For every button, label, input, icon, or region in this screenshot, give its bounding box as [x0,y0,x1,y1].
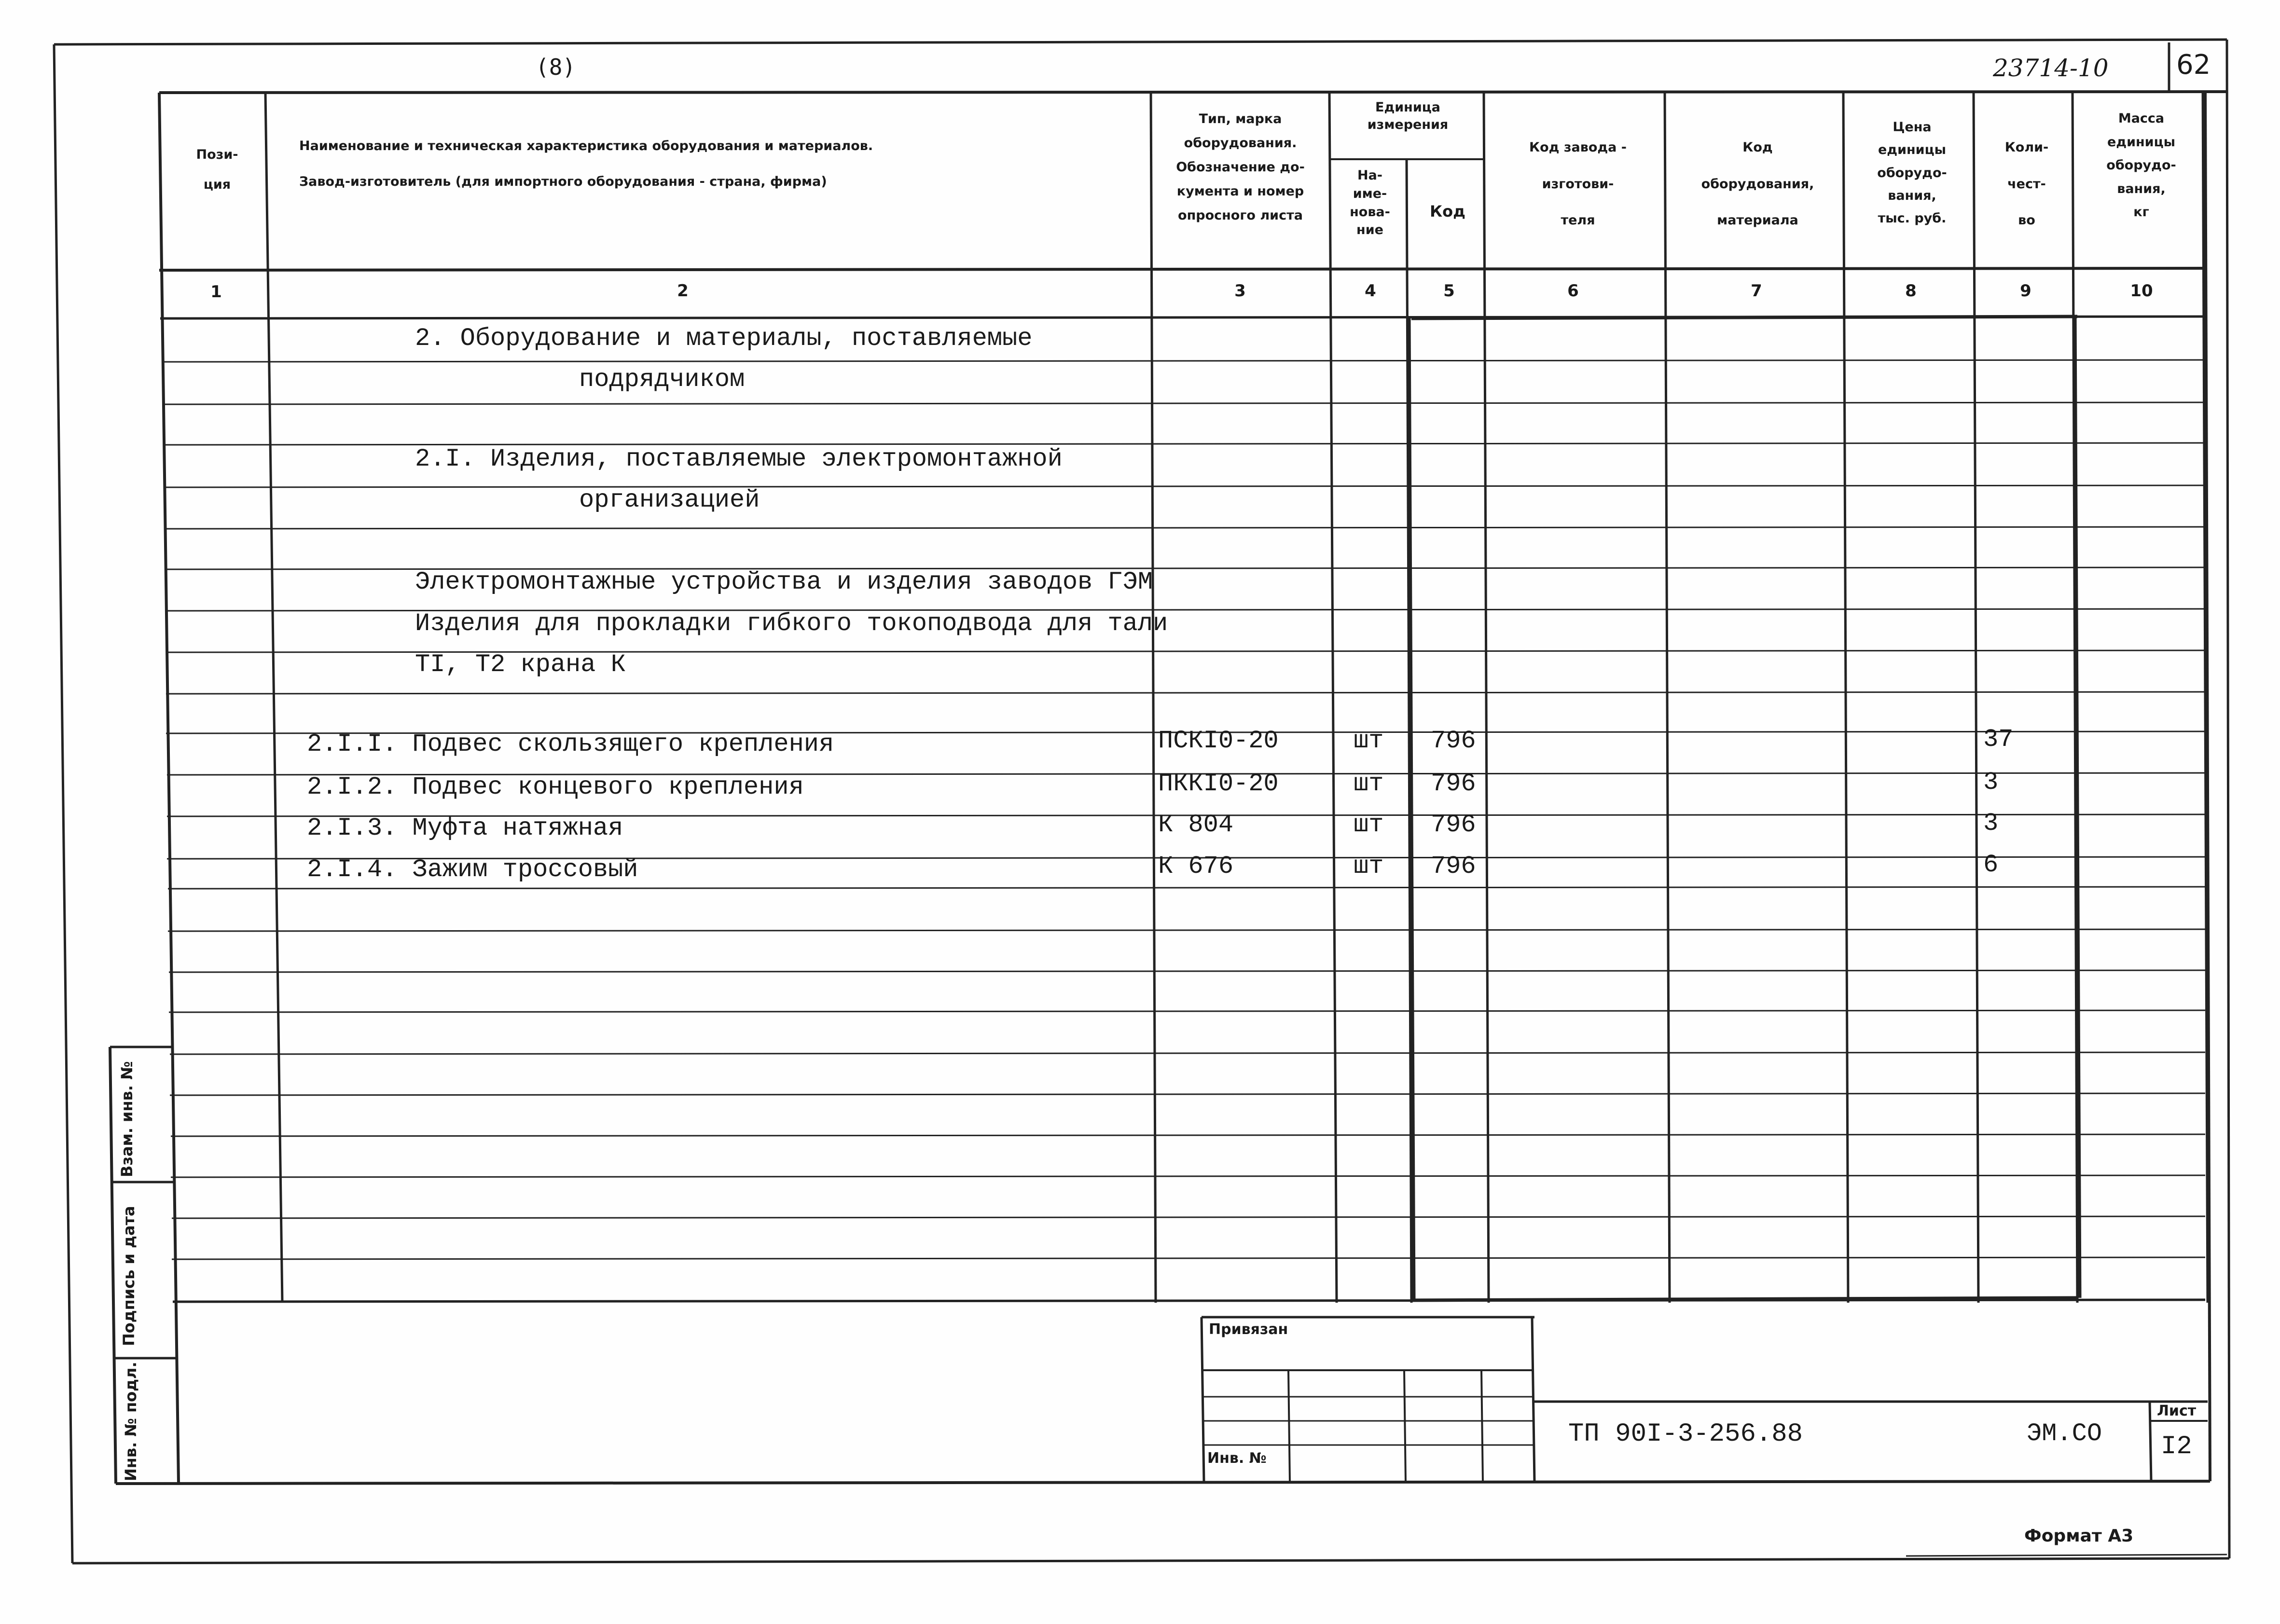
title-doc-code: ТП 90I-3-256.88 [1568,1419,1803,1449]
table-row [0,725,2280,769]
section-heading-2-1: 2.I. Изделия, поставляемые электромонтажной [415,445,1063,473]
header-col8-line3: оборудо- [1877,165,1947,180]
header-col3-line1: Тип, марка [1199,111,1282,126]
item-unit: шт [1354,770,1384,798]
header-col9-line1: Коли- [2004,140,2049,155]
item-qty: 6 [1983,851,1999,879]
item-qty: 37 [1983,725,2014,754]
item-unit: шт [1354,811,1384,839]
header-col7 [1670,129,1846,239]
header-col1 [174,145,261,195]
header-unit-line1: Единица [1375,100,1440,115]
header-col7-line1: Код [1742,140,1773,155]
stamp-vzam-inv: Взам. инв. № [118,1061,136,1177]
section-heading-2: 2. Оборудование и материалы, поставляемые [415,324,1033,353]
column-number-2: 2 [677,281,689,301]
table-row [0,809,2280,853]
archive-number: 23714-10 [1993,54,2109,82]
stamp-podpis-data: Подпись и дата [120,1206,138,1346]
title-privyazan: Привязан [1209,1321,1288,1338]
header-col8-line2: единицы [1878,142,1947,158]
column-number-6: 6 [1567,281,1579,301]
header-col4-line3: нова- [1350,204,1390,220]
section-heading-2-cont: подрядчиком [579,365,745,394]
header-col6-line3: теля [1561,213,1595,228]
item-name: 2.I.3. Муфта натяжная [307,814,623,842]
page-number: 62 [2176,49,2211,81]
header-col6-line1: Код завода - [1529,140,1627,155]
header-col4-line2: име- [1353,186,1387,201]
header-col3-line4: кумента и номер [1176,183,1304,199]
header-col10 [2077,107,2205,224]
stamp-inv-podl: Инв. № подл. [122,1362,140,1481]
item-name: 2.I.I. Подвес скользящего крепления [307,730,834,758]
item-type: К 804 [1158,811,1234,839]
header-col10-line2: единицы [2107,134,2176,150]
section-heading-2-1-cont: организацией [579,486,760,514]
header-col3-line5: опросного листа [1178,207,1303,223]
sheet-format: Формат А3 [2024,1526,2134,1546]
item-unit: шт [1354,852,1384,881]
subsection-gem: Электромонтажные устройства и изделия заводов ГЭМ [415,568,1153,596]
sheet-top-label: (8) [536,54,576,80]
header-col4-line4: ние [1356,222,1383,238]
item-unit: шт [1354,727,1384,755]
header-col10-line4: вания, [2117,181,2166,196]
header-col8-line5: тыс. руб. [1878,211,1947,226]
header-col1-line2: ция [203,177,231,192]
header-col9-line2: чест- [2007,176,2046,192]
header-col6 [1489,129,1667,239]
header-col8-line1: Цена [1893,120,1932,135]
table-row [0,851,2280,894]
header-col10-line1: Масса [2118,111,2165,126]
header-unit-group [1332,99,1484,134]
header-col3-line2: оборудования. [1184,135,1297,151]
header-col10-line3: оборудо- [2106,158,2176,173]
column-number-4: 4 [1365,281,1376,301]
title-sheet-label: Лист [2157,1403,2197,1419]
header-col9-line3: во [2018,213,2035,228]
header-col2-line2: Завод-изготовитель (для импортного оборудования - страна, фирма) [299,174,827,189]
column-number-10: 10 [2130,281,2153,301]
column-number-7: 7 [1751,281,1762,301]
item-type: ПСКІ0-20 [1158,727,1279,755]
header-col4 [1332,166,1408,239]
header-col8-line4: вания, [1888,188,1936,203]
item-type: ПККІ0-20 [1158,770,1279,798]
header-col2 [299,136,1023,192]
table-row [0,768,2280,812]
item-code: 796 [1431,727,1476,755]
column-number-9: 9 [2020,281,2031,301]
item-name: 2.I.2. Подвес концевого крепления [307,773,804,801]
column-number-3: 3 [1234,281,1246,301]
column-number-8: 8 [1905,281,1917,301]
header-col3 [1152,107,1328,228]
title-mark: ЭМ.СО [2027,1419,2102,1448]
header-col10-line5: кг [2133,205,2149,220]
item-code: 796 [1431,852,1476,881]
header-col7-line2: оборудования, [1701,176,1814,192]
item-type: К 676 [1158,852,1234,881]
header-col9 [1978,129,2075,239]
title-inv-no: Инв. № [1207,1450,1267,1467]
title-sheet-no: I2 [2161,1432,2192,1461]
item-qty: 3 [1983,768,1999,797]
header-col3-line3: Обозначение до- [1176,159,1305,175]
item-code: 796 [1431,770,1476,798]
header-col6-line2: изготови- [1542,176,1614,192]
header-col5: Код [1430,202,1465,220]
header-col8 [1848,116,1976,230]
subsection-crane: TI, Т2 крана К [415,650,626,679]
item-name: 2.I.4. Зажим троссовый [307,855,638,884]
header-unit-line2: измерения [1367,117,1449,133]
header-col4-line1: На- [1357,168,1383,183]
header-col7-line3: материала [1717,213,1798,228]
item-code: 796 [1431,811,1476,839]
header-col2-line1: Наименование и техническая характеристика оборудования и материалов. [299,138,873,153]
subsection-flexible-feed: Изделия для прокладки гибкого токоподвода для тали [415,609,1168,638]
column-number-5: 5 [1443,281,1455,301]
header-col1-line1: Пози- [196,147,238,162]
column-number-1: 1 [210,282,222,302]
item-qty: 3 [1983,809,1999,838]
